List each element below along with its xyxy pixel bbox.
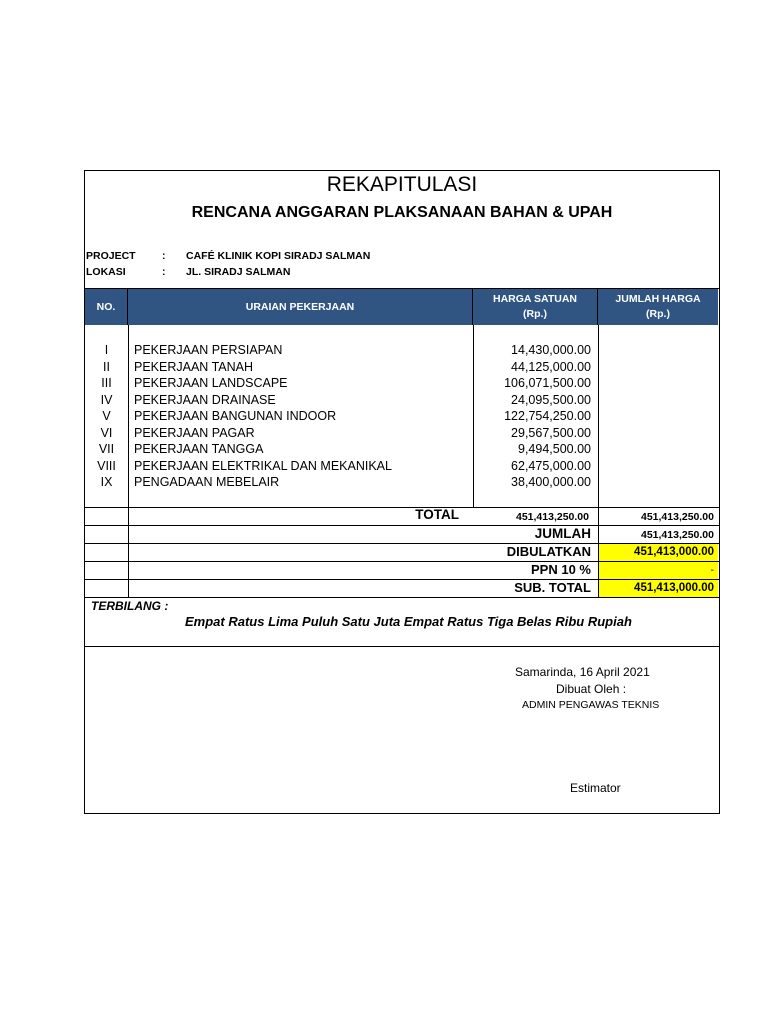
subtotal-value: 451,413,000.00 [634, 582, 714, 594]
terbilang-label: TERBILANG : [91, 599, 169, 613]
list-item-no: V [102, 409, 111, 423]
list-item-harga: 14,430,000.00 [511, 343, 591, 357]
total-jumlah: 451,413,250.00 [641, 511, 714, 523]
project-sep: : [162, 250, 166, 262]
project-value: CAFÉ KLINIK KOPI SIRADJ SALMAN [186, 250, 371, 262]
item-numbers [85, 342, 128, 491]
subtotal-label: SUB. TOTAL [514, 580, 591, 595]
list-item-no: VII [98, 442, 115, 456]
list-item-harga: 62,475,000.00 [511, 458, 591, 473]
dibuat-oleh: Dibuat Oleh : [556, 682, 627, 696]
header-harga-satuan: HARGA SATUAN (Rp.) [473, 289, 598, 325]
lokasi-sep: : [162, 266, 166, 278]
list-item-uraian: PENGADAAN MEBELAIR [134, 475, 280, 489]
list-item-no: VIII [97, 458, 116, 473]
list-item-uraian: PEKERJAAN BANGUNAN INDOOR [134, 409, 337, 423]
list-item-uraian: PEKERJAAN ELEKTRIKAL DAN MEKANIKAL [134, 458, 392, 473]
list-item-no: VI [100, 425, 113, 440]
list-item-uraian: PEKERJAAN TANGGA [134, 442, 264, 456]
list-item-harga: 9,494,500.00 [518, 442, 591, 456]
dibulatkan-label: DIBULATKAN [506, 544, 591, 559]
item-descriptions [134, 342, 392, 491]
place-date: Samarinda, 16 April 2021 [515, 665, 650, 679]
list-item-uraian: PEKERJAAN PERSIAPAN [134, 343, 283, 357]
list-item-no: III [101, 376, 112, 390]
list-item-harga: 29,567,500.00 [511, 425, 591, 440]
header-uraian: URAIAN PEKERJAAN [128, 289, 473, 325]
ppn-value: - [710, 564, 714, 576]
ppn-label: PPN 10 % [531, 562, 591, 577]
estimator-label: Estimator [570, 781, 621, 795]
project-label: PROJECT [86, 250, 136, 262]
list-item-harga: 122,754,250.00 [504, 409, 591, 423]
jumlah-value: 451,413,250.00 [641, 529, 714, 541]
recap-document [84, 170, 720, 814]
total-label: TOTAL [415, 507, 459, 522]
role-title: ADMIN PENGAWAS TEKNIS [522, 699, 660, 711]
list-item-harga: 44,125,000.00 [511, 359, 591, 374]
dibulatkan-value: 451,413,000.00 [634, 546, 714, 558]
list-item-harga: 106,071,500.00 [504, 376, 591, 390]
ppn-highlight [599, 562, 718, 579]
document-title: REKAPITULASI [326, 173, 478, 196]
list-item-harga: 24,095,500.00 [511, 392, 591, 407]
list-item-no: IV [100, 392, 113, 407]
list-item-no: II [103, 359, 110, 374]
document-subtitle: RENCANA ANGGARAN PLAKSANAAN BAHAN & UPAH [191, 204, 613, 221]
list-item-uraian: PEKERJAAN DRAINASE [134, 392, 276, 407]
item-prices [473, 342, 591, 491]
lokasi-label: LOKASI [86, 266, 126, 278]
list-item-uraian: PEKERJAAN PAGAR [134, 425, 255, 440]
list-item-no: IX [100, 475, 113, 489]
terbilang-text: Empat Ratus Lima Puluh Satu Juta Empat Ratus Tiga Belas Ribu Rupiah [185, 614, 632, 629]
list-item-uraian: PEKERJAAN TANAH [134, 359, 254, 374]
header-no: NO. [85, 289, 128, 325]
list-item-no: I [104, 343, 109, 357]
table-header [85, 289, 718, 325]
lokasi-value: JL. SIRADJ SALMAN [186, 266, 291, 278]
jumlah-label: JUMLAH [534, 526, 591, 541]
list-item-uraian: PEKERJAAN LANDSCAPE [134, 376, 288, 390]
list-item-harga: 38,400,000.00 [511, 475, 591, 489]
header-jumlah-harga: JUMLAH HARGA (Rp.) [615, 293, 701, 320]
total-harga: 451,413,250.00 [516, 511, 589, 523]
